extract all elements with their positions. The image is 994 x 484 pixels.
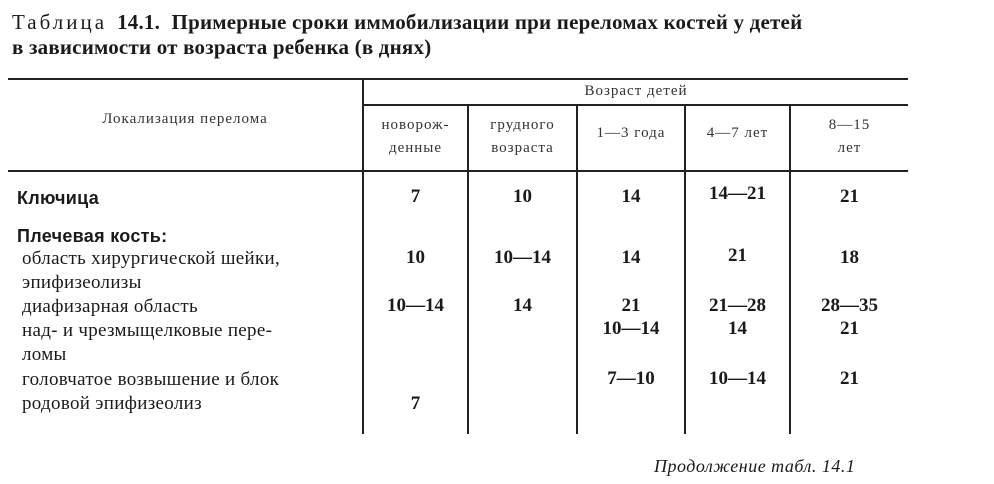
- row-label-supracondylar-2: ломы: [22, 344, 67, 365]
- cell-supracondylar-1-3: 10—14: [602, 318, 660, 339]
- row-label-neck-2: эпифизеолизы: [22, 272, 142, 293]
- header-col-8-15-line2: лет: [837, 140, 862, 156]
- cell-supracondylar-8-15: 21: [840, 318, 859, 339]
- header-col-infant-line1: грудного: [490, 117, 555, 133]
- header-col-1-3: [578, 122, 684, 145]
- header-col-newborn: [364, 114, 467, 160]
- cell-clavicle-infant: 10: [513, 186, 532, 207]
- table-title: [12, 10, 972, 60]
- cell-epiphysiolysis-newborn: 7: [410, 393, 421, 414]
- header-localization: Локализация перелома: [102, 111, 268, 127]
- cell-diaphysis-4-7: 21—28: [709, 295, 766, 316]
- row-label-clavicle: Ключица: [17, 188, 100, 208]
- header-col-8-15: [791, 114, 908, 160]
- table-title-line2: в зависимости от возраста ребенка (в днях): [12, 35, 432, 59]
- row-label-neck-1: область хирургической шейки,: [22, 248, 280, 269]
- age-header-rule: [363, 104, 908, 106]
- row-label-diaphysis: диафизарная область: [22, 296, 198, 317]
- row-label-epiphysiolysis: родовой эпифизеолиз: [22, 393, 202, 414]
- table-title-lead: Таблица: [12, 10, 108, 34]
- cell-clavicle-newborn: 7: [410, 186, 421, 207]
- cell-capitulum-4-7: 10—14: [709, 368, 766, 389]
- cell-clavicle-4-7: 14—21: [709, 183, 766, 204]
- cell-diaphysis-1-3: 21: [621, 295, 641, 316]
- header-col-8-15-line1: 8—15: [828, 117, 871, 133]
- cell-diaphysis-8-15: 28—35: [821, 295, 878, 316]
- row-label-capitulum: головчатое возвышение и блок: [22, 369, 280, 390]
- cell-neck-4-7: 21: [728, 245, 747, 266]
- table-number: 14.1.: [117, 10, 161, 34]
- header-col-infant: [469, 114, 576, 160]
- header-col-4-7-line1: 4—7 лет: [706, 125, 769, 141]
- header-col-infant-line2: возраста: [491, 140, 554, 156]
- row-label-supracondylar-1: над- и чрезмыщелковые пере-: [22, 320, 273, 341]
- cell-neck-newborn: 10: [406, 247, 425, 268]
- cell-neck-8-15: 18: [840, 247, 859, 268]
- cell-clavicle-8-15: 21: [840, 186, 859, 207]
- header-col-1-3-line1: 1—3 года: [596, 125, 666, 141]
- header-col-newborn-line1: новорож-: [381, 117, 450, 133]
- table-title-line1: Примерные сроки иммобилизации при переломах костей у детей: [171, 10, 803, 34]
- header-col-newborn-line2: денные: [388, 140, 443, 156]
- cell-capitulum-1-3: 7—10: [607, 368, 655, 389]
- continuation-note: Продолжение табл. 14.1: [654, 456, 856, 476]
- cell-supracondylar-4-7: 14: [728, 318, 747, 339]
- cell-clavicle-1-3: 14: [621, 186, 641, 207]
- header-col-4-7: [686, 122, 789, 145]
- cell-diaphysis-newborn: 10—14: [387, 295, 444, 316]
- header-bottom-rule: [8, 170, 908, 172]
- cell-neck-1-3: 14: [621, 247, 641, 268]
- header-age-group: Возраст детей: [584, 83, 688, 99]
- cell-neck-infant: 10—14: [494, 247, 551, 268]
- row-label-humerus: Плечевая кость:: [17, 226, 168, 246]
- cell-capitulum-8-15: 21: [840, 368, 859, 389]
- cell-diaphysis-infant: 14: [513, 295, 532, 316]
